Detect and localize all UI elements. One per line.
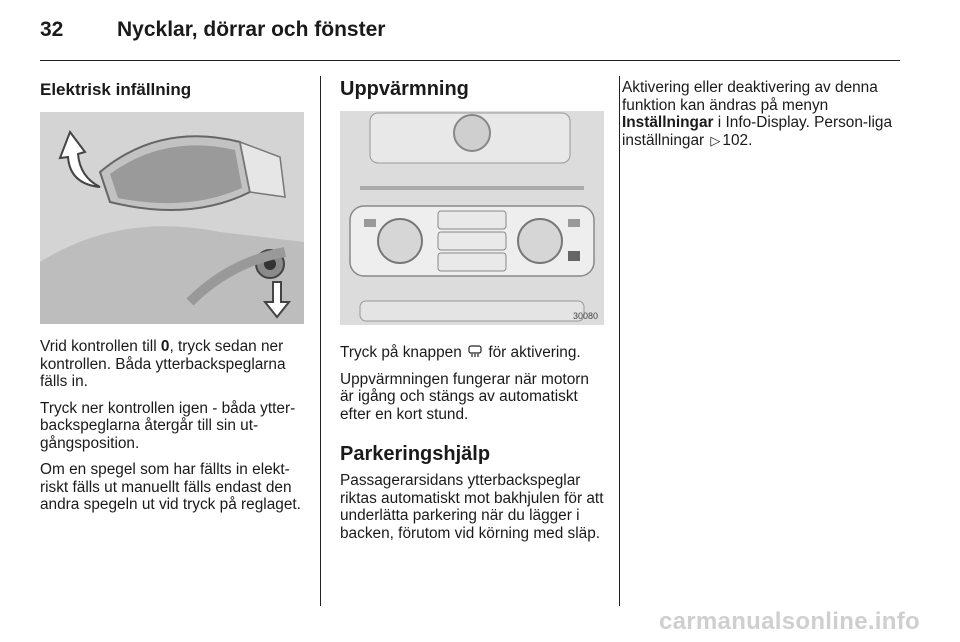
mirror-folding-illustration [40, 112, 304, 324]
section-title-parking-assist: Parkeringshjälp [340, 443, 491, 465]
section-title-electric-folding: Elektrisk infällning [40, 80, 192, 99]
column-heating [340, 76, 604, 551]
paragraph-manual-unfold: Om en spegel som har fällts in elekt-riskt fälls ut manuellt fälls endast den andra spegeln ut vid tryck på reglaget. [40, 461, 301, 513]
page-number: 32 [40, 18, 64, 41]
position-zero-label: 0 [160, 338, 170, 355]
paragraph-parking-assist: Passagerarsidans ytterbackspeglar riktas automatiskt mot bakhjulen för att underlätta parkering när du lägger i backen, förutom vid körning med släp. [340, 472, 604, 542]
section-title-heating: Uppvärmning [340, 78, 469, 100]
settings-menu-label: Inställningar [622, 114, 714, 131]
paragraph-press-again: Tryck ner kontrollen igen - båda ytter-backspeglarna återgår till sin ut-gångsposition. [40, 399, 296, 452]
header-rule [40, 60, 900, 61]
column-divider-1 [320, 76, 321, 606]
column-electric-folding [40, 76, 304, 523]
mirror-illustration-svg [40, 112, 304, 324]
paragraph-press-button: Tryck på knappen för aktivering. [340, 344, 581, 361]
paragraph-settings-menu: Aktivering eller deaktivering av denna funktion kan ändras på menyn Inställningar i Info-Display. Person-liga inställningar ▷ 102. [622, 79, 893, 149]
page-reference-arrow-icon: ▷ [710, 132, 721, 148]
watermark: carmanualsonline.info [658, 608, 920, 635]
chapter-title: Nycklar, dörrar och fönster [117, 18, 386, 41]
column-divider-2 [619, 76, 620, 606]
climate-panel-illustration [340, 111, 604, 325]
paragraph-rotate-control: Vrid kontrollen till 0, tryck sedan ner kontrollen. Båda ytterbackspeglarna fälls in. [40, 338, 286, 390]
page-reference-link[interactable]: 102. [722, 131, 753, 149]
paragraph-heating-function: Uppvärmningen fungerar när motorn är igång och stängs av automatiskt efter en kort stund. [340, 370, 589, 423]
climate-panel-svg [340, 111, 604, 325]
mirror-heating-icon [468, 345, 482, 358]
column-settings-note [622, 76, 904, 158]
figure-number: 30080 [572, 311, 598, 321]
